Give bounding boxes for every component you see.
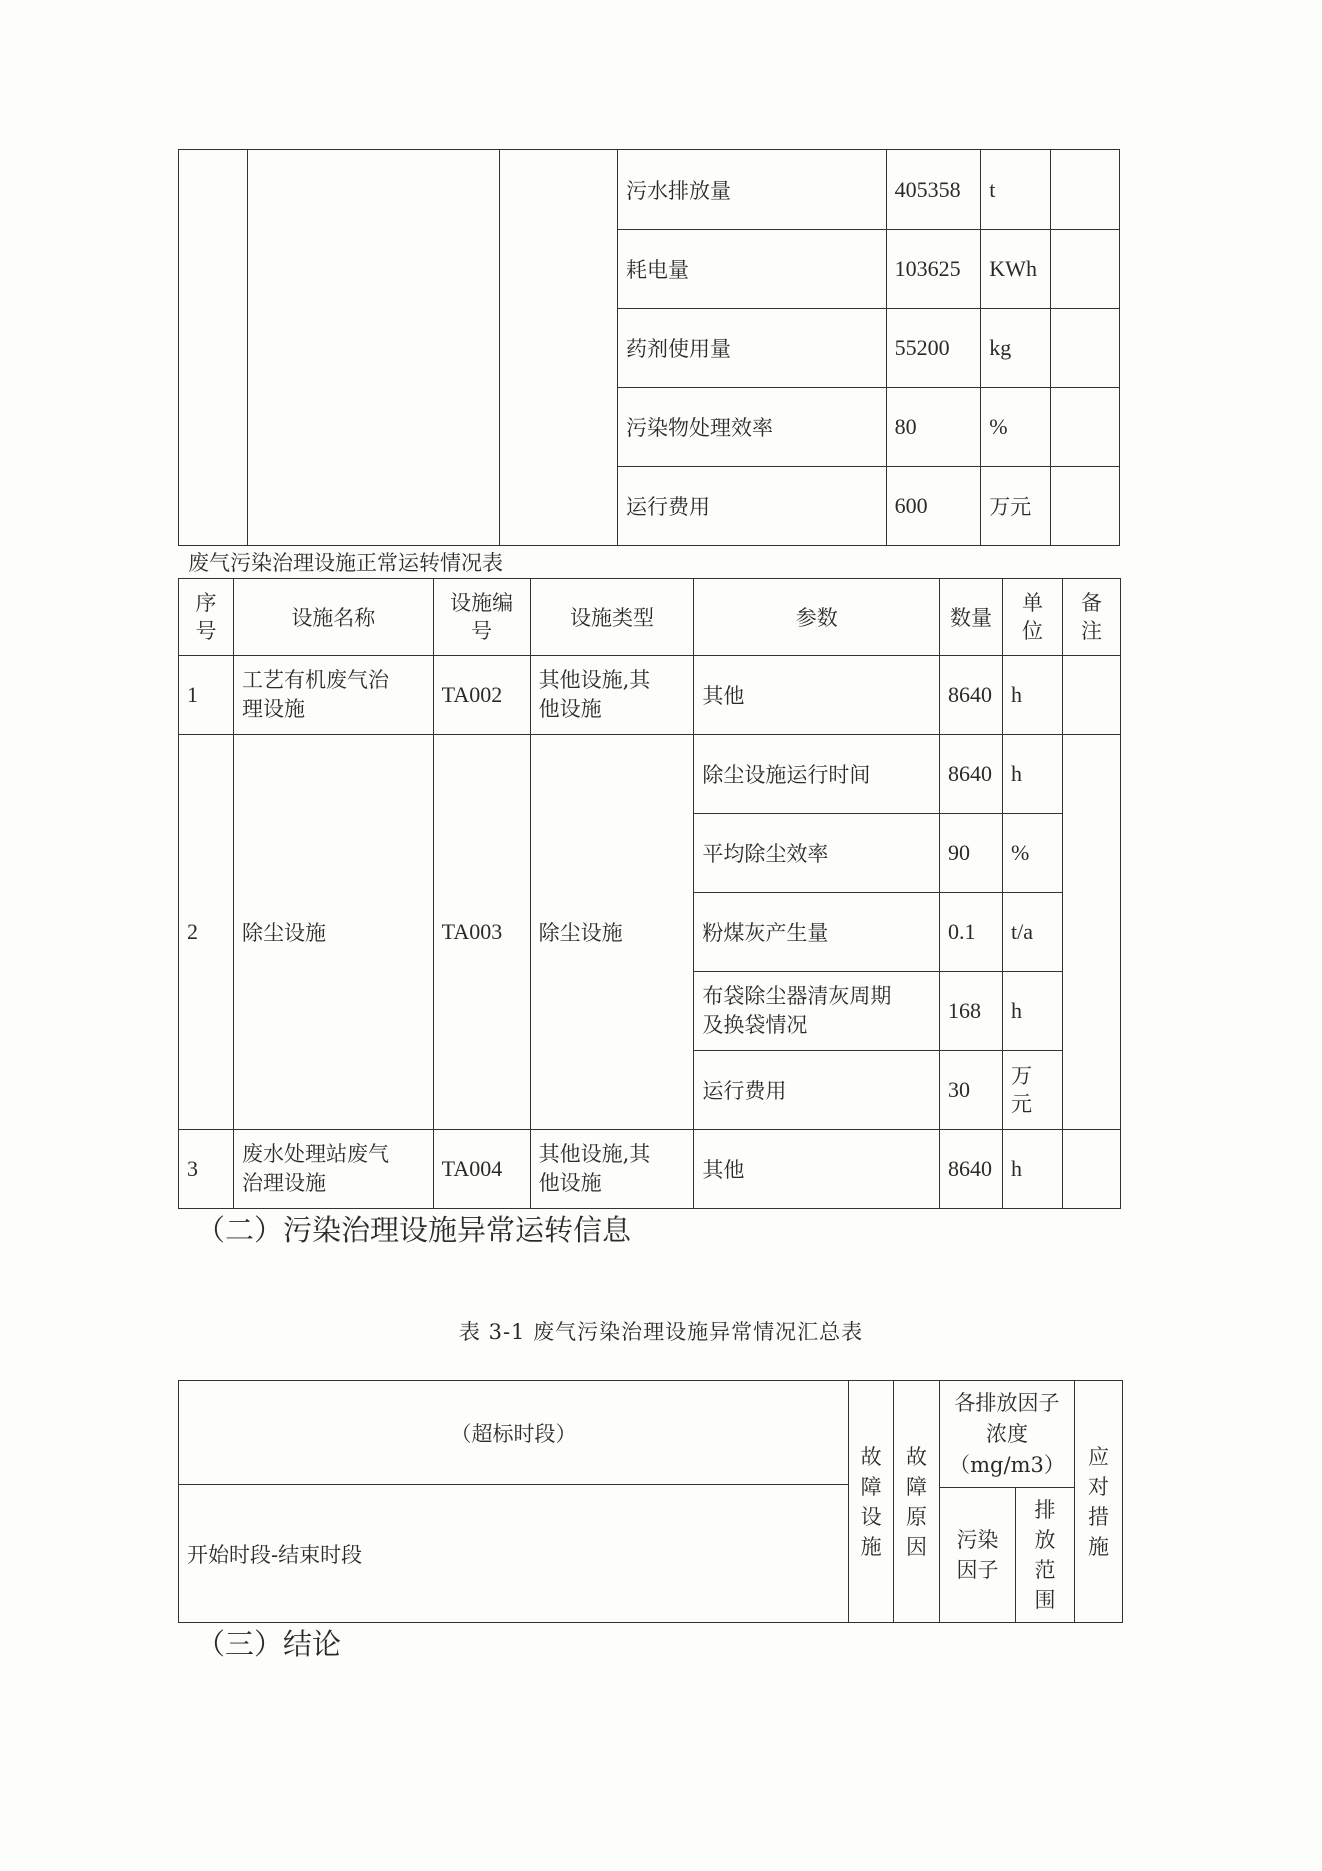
note-cell xyxy=(1062,735,1120,1130)
unit-cell: KWh xyxy=(981,230,1051,309)
fault-reason-header: 故 障 原 因 xyxy=(894,1381,940,1623)
measure-header: 应 对 措 施 xyxy=(1074,1381,1122,1623)
param-cell: 平均除尘效率 xyxy=(694,814,940,893)
qty-cell: 8640 xyxy=(940,735,1003,814)
param-cell: 其他 xyxy=(694,656,940,735)
value-cell: 405358 xyxy=(886,150,981,230)
note-cell xyxy=(1051,230,1120,309)
header-qty: 数量 xyxy=(940,579,1003,656)
header-name: 设施名称 xyxy=(233,579,433,656)
param-cell: 布袋除尘器清灰周期 及换袋情况 xyxy=(694,972,940,1051)
param-cell: 耗电量 xyxy=(617,230,886,309)
unit-cell: % xyxy=(981,388,1051,467)
param-cell: 粉煤灰产生量 xyxy=(694,893,940,972)
unit-cell: 万元 xyxy=(981,467,1051,546)
qty-cell: 168 xyxy=(940,972,1003,1051)
param-cell: 污水排放量 xyxy=(617,150,886,230)
water-facility-table xyxy=(178,149,1120,546)
gas-table-caption: 废气污染治理设施正常运转情况表 xyxy=(188,551,503,575)
blank-cell xyxy=(179,150,248,546)
param-cell: 污染物处理效率 xyxy=(617,388,886,467)
row-no: 1 xyxy=(179,656,234,735)
period-sub-header: 开始时段-结束时段 xyxy=(179,1485,849,1623)
header-type: 设施类型 xyxy=(530,579,694,656)
table31-caption: 表 3-1 废气污染治理设施异常情况汇总表 xyxy=(458,1320,864,1344)
facility-name: 除尘设施 xyxy=(233,735,433,1130)
gas-facility-table xyxy=(178,578,1121,1209)
row-no: 2 xyxy=(179,735,234,1130)
note-cell xyxy=(1051,150,1120,230)
value-cell: 103625 xyxy=(886,230,981,309)
value-cell: 600 xyxy=(886,467,981,546)
unit-cell: % xyxy=(1003,814,1063,893)
param-cell: 药剂使用量 xyxy=(617,309,886,388)
qty-cell: 0.1 xyxy=(940,893,1003,972)
facility-type: 其他设施,其 他设施 xyxy=(530,1130,694,1209)
concentration-header: 各排放因子 浓度 （mg/m3） xyxy=(940,1381,1075,1488)
header-param: 参数 xyxy=(694,579,940,656)
facility-type: 除尘设施 xyxy=(530,735,694,1130)
header-code: 设施编 号 xyxy=(433,579,530,656)
unit-cell: h xyxy=(1003,656,1063,735)
facility-name: 废水处理站废气 治理设施 xyxy=(233,1130,433,1209)
note-cell xyxy=(1062,656,1120,735)
note-cell xyxy=(1051,388,1120,467)
note-cell xyxy=(1051,309,1120,388)
period-header: （超标时段） xyxy=(179,1381,849,1485)
unit-cell: 万 元 xyxy=(1003,1051,1063,1130)
note-cell xyxy=(1062,1130,1120,1209)
range-header: 排 放 范 围 xyxy=(1016,1488,1075,1623)
param-cell: 除尘设施运行时间 xyxy=(694,735,940,814)
fault-facility-header: 故 障 设 施 xyxy=(849,1381,894,1623)
pollutant-header: 污染 因子 xyxy=(940,1488,1016,1623)
qty-cell: 90 xyxy=(940,814,1003,893)
unit-cell: t/a xyxy=(1003,893,1063,972)
qty-cell: 30 xyxy=(940,1051,1003,1130)
unit-cell: t xyxy=(981,150,1051,230)
facility-code: TA002 xyxy=(433,656,530,735)
header-no: 序 号 xyxy=(179,579,234,656)
abnormal-summary-table xyxy=(178,1380,1123,1623)
unit-cell: kg xyxy=(981,309,1051,388)
unit-cell: h xyxy=(1003,735,1063,814)
section3-title: （三）结论 xyxy=(196,1627,342,1661)
unit-cell: h xyxy=(1003,1130,1063,1209)
param-cell: 其他 xyxy=(694,1130,940,1209)
qty-cell: 8640 xyxy=(940,1130,1003,1209)
qty-cell: 8640 xyxy=(940,656,1003,735)
param-cell: 运行费用 xyxy=(694,1051,940,1130)
value-cell: 80 xyxy=(886,388,981,467)
facility-type: 其他设施,其 他设施 xyxy=(530,656,694,735)
facility-code: TA003 xyxy=(433,735,530,1130)
param-cell: 运行费用 xyxy=(617,467,886,546)
note-cell xyxy=(1051,467,1120,546)
facility-name: 工艺有机废气治 理设施 xyxy=(233,656,433,735)
section2-title: （二）污染治理设施异常运转信息 xyxy=(196,1213,632,1247)
unit-cell: h xyxy=(1003,972,1063,1051)
blank-cell xyxy=(247,150,500,546)
row-no: 3 xyxy=(179,1130,234,1209)
value-cell: 55200 xyxy=(886,309,981,388)
blank-cell xyxy=(500,150,618,546)
facility-code: TA004 xyxy=(433,1130,530,1209)
header-unit: 单 位 xyxy=(1003,579,1063,656)
header-note: 备 注 xyxy=(1062,579,1120,656)
